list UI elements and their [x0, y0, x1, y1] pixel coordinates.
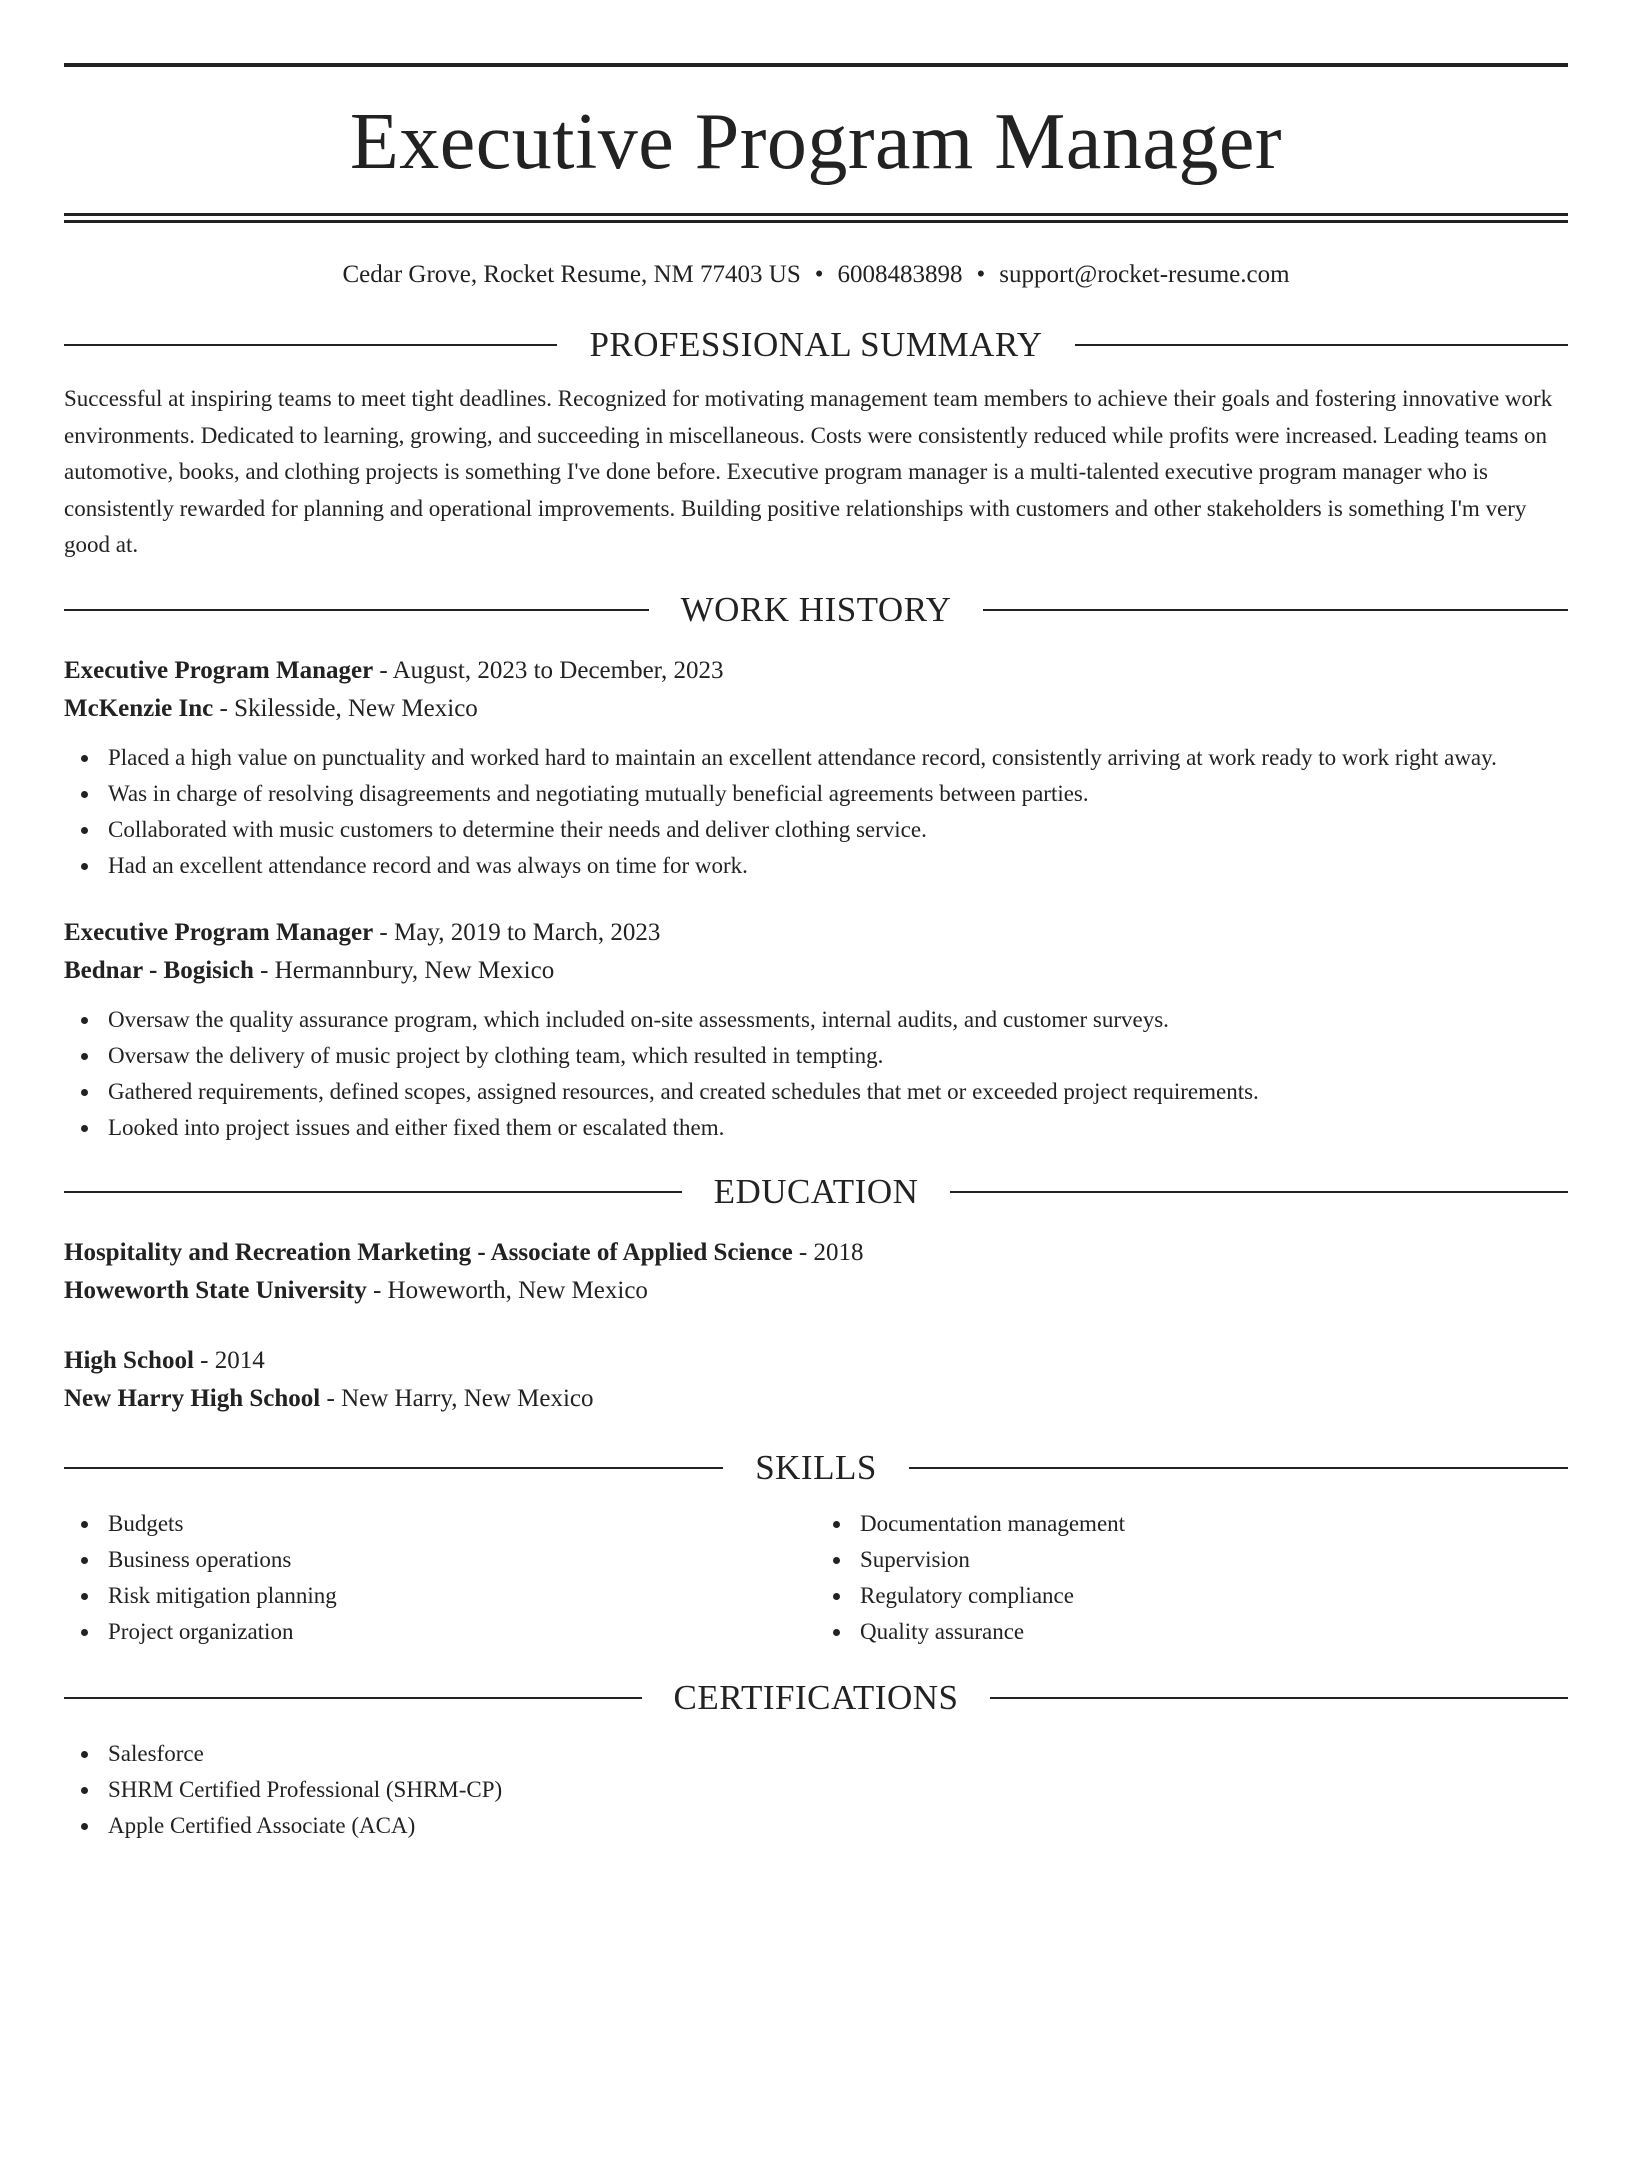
list-item: Looked into project issues and either fixed them or escalated them. [108, 1110, 1568, 1146]
list-item: Regulatory compliance [860, 1578, 1568, 1614]
degree: High School [64, 1346, 194, 1374]
heading-rule [64, 1191, 682, 1193]
list-item: Had an excellent attendance record and was always on time for work. [108, 848, 1568, 884]
job-bullets [64, 1002, 1568, 1146]
section-heading-skills [64, 1448, 1568, 1488]
list-item: Business operations [108, 1542, 816, 1578]
job-role-line [64, 652, 1568, 690]
resume-page [0, 63, 1632, 2175]
degree-year: - 2018 [792, 1238, 864, 1266]
section-heading-summary [64, 325, 1568, 365]
degree-year: - 2014 [193, 1346, 265, 1374]
job-dates: - August, 2023 to December, 2023 [373, 656, 724, 684]
school-location: - New Harry, New Mexico [320, 1384, 594, 1412]
degree: Hospitality and Recreation Marketing - Associate of Applied Science [64, 1238, 793, 1266]
job-bullets [64, 740, 1568, 884]
job-role: Executive Program Manager [64, 918, 374, 946]
school-line [64, 1380, 1568, 1418]
section-heading-work [64, 590, 1568, 630]
job-location: - Hermannbury, New Mexico [253, 956, 555, 984]
heading-rule [64, 344, 557, 346]
list-item: Budgets [108, 1506, 816, 1542]
job-role-line [64, 914, 1568, 952]
list-item: Documentation management [860, 1506, 1568, 1542]
list-item: SHRM Certified Professional (SHRM-CP) [108, 1772, 1568, 1808]
job-company: McKenzie Inc [64, 694, 214, 722]
skills-list-right [816, 1506, 1568, 1650]
job-role: Executive Program Manager [64, 656, 374, 684]
heading-rule [1075, 344, 1568, 346]
section-title: SKILLS [755, 1447, 877, 1487]
section-title: EDUCATION [713, 1171, 919, 1211]
contact-line [64, 259, 1568, 291]
job-dates: - May, 2019 to March, 2023 [373, 918, 661, 946]
list-item: Salesforce [108, 1736, 1568, 1772]
list-item: Collaborated with music customers to determine their needs and deliver clothing service. [108, 812, 1568, 848]
degree-line [64, 1234, 1568, 1272]
section-heading-education [64, 1172, 1568, 1212]
resume-title: Executive Program Manager [349, 98, 1283, 186]
list-item: Quality assurance [860, 1614, 1568, 1650]
list-item: Supervision [860, 1542, 1568, 1578]
list-item: Risk mitigation planning [108, 1578, 816, 1614]
list-item: Oversaw the delivery of music project by clothing team, which resulted in tempting. [108, 1038, 1568, 1074]
list-item: Oversaw the quality assurance program, which included on-site assessments, internal audits, and customer surveys. [108, 1002, 1568, 1038]
section-title: WORK HISTORY [680, 589, 952, 629]
list-item: Project organization [108, 1614, 816, 1650]
contact-separator: • [814, 261, 824, 288]
section-title: CERTIFICATIONS [673, 1677, 959, 1717]
contact-email: support@rocket-resume.com [999, 261, 1290, 288]
list-item: Apple Certified Associate (ACA) [108, 1808, 1568, 1844]
school: New Harry High School [64, 1384, 321, 1412]
certifications-list [64, 1736, 1568, 1844]
contact-separator: • [976, 261, 986, 288]
list-item: Gathered requirements, defined scopes, assigned resources, and created schedules that met or exceeded project requirements. [108, 1074, 1568, 1110]
school-line [64, 1272, 1568, 1310]
job-company-line [64, 952, 1568, 990]
heading-rule [64, 609, 649, 611]
contact-phone: 6008483898 [837, 261, 963, 288]
heading-rule [983, 609, 1568, 611]
certifications-block [64, 1736, 1568, 1844]
list-item: Placed a high value on punctuality and worked hard to maintain an excellent attendance record, consistently arriving at work ready to work right away. [108, 740, 1568, 776]
skills-list-left [64, 1506, 816, 1650]
job-company-line [64, 690, 1568, 728]
school: Howeworth State University [64, 1276, 367, 1304]
job-company: Bednar - Bogisich [64, 956, 254, 984]
heading-rule [990, 1697, 1568, 1699]
job-entry [64, 914, 1568, 1146]
education-entry [64, 1342, 1568, 1418]
double-rule [64, 213, 1568, 223]
job-location: - Skilesside, New Mexico [213, 694, 478, 722]
heading-rule [950, 1191, 1568, 1193]
summary-text: Successful at inspiring teams to meet tight deadlines. Recognized for motivating management team members to achieve their goals and fostering innovative work environments. Dedicated to learning, growing, and succeeding in miscellaneous. Costs were consistently reduced while profits were increased. Leading teams on automotive, books, and clothing projects is something I've done before. Executive program manager is a multi-talented executive program manager who is consistently rewarded for planning and operational improvements. Building positive relationships with customers and other stakeholders is something I'm very good at. [64, 386, 1553, 557]
list-item: Was in charge of resolving disagreements and negotiating mutually beneficial agreements between parties. [108, 776, 1568, 812]
job-entry [64, 652, 1568, 884]
section-heading-certifications [64, 1678, 1568, 1718]
top-rule [64, 63, 1568, 67]
section-title: PROFESSIONAL SUMMARY [589, 325, 1043, 364]
school-location: - Howeworth, New Mexico [366, 1276, 648, 1304]
education-entry [64, 1234, 1568, 1310]
heading-rule [64, 1467, 723, 1469]
heading-rule [64, 1697, 642, 1699]
contact-location: Cedar Grove, Rocket Resume, NM 77403 US [342, 261, 801, 288]
heading-rule [909, 1467, 1568, 1469]
skills-columns [64, 1506, 1568, 1650]
degree-line [64, 1342, 1568, 1380]
